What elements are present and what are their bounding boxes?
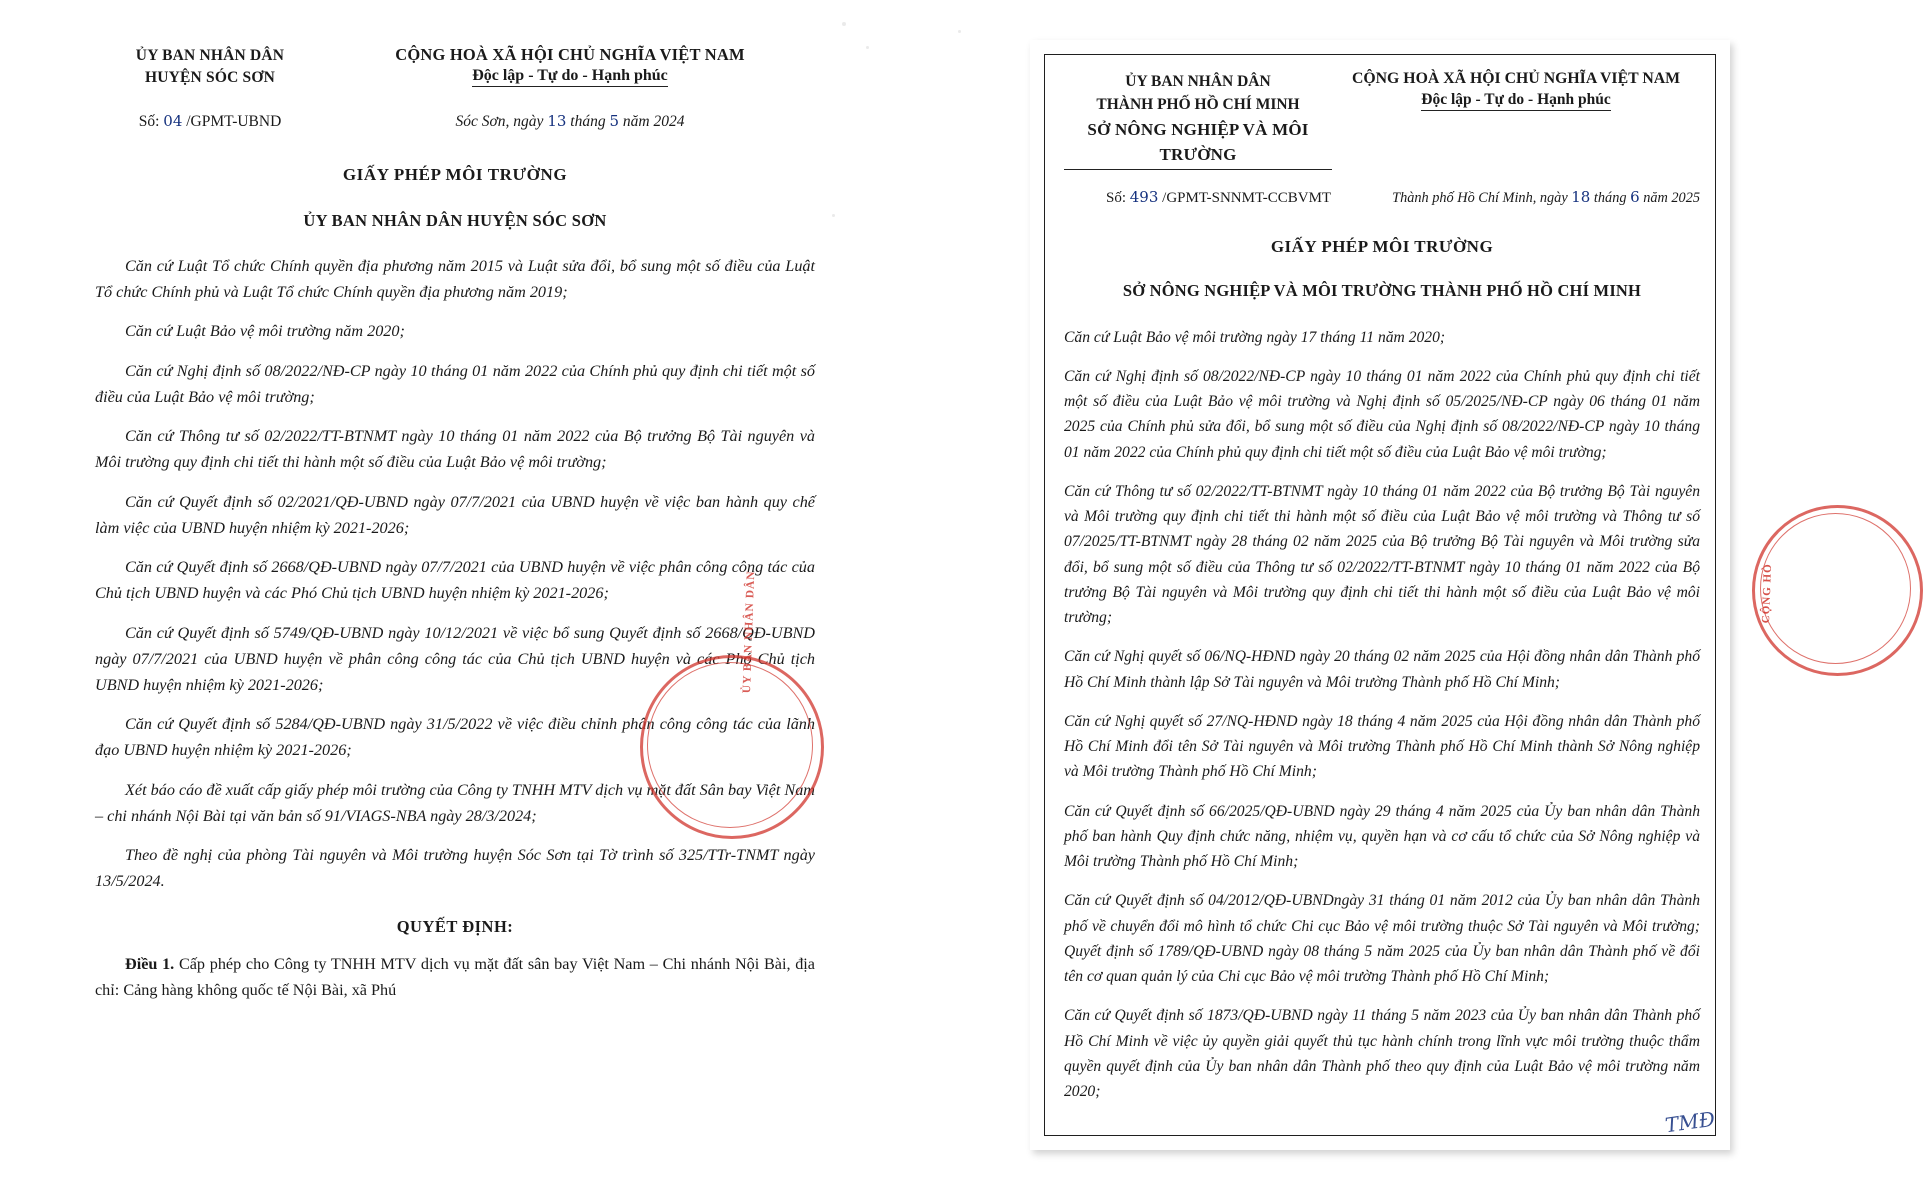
left-issuer-block [95,45,325,90]
left-paragraph: Căn cứ Quyết định số 2668/QĐ-UBND ngày 07/7/2021 của UBND huyện về việc phân công công tác của Chủ tịch UBND huyện và các Phó Chủ tịch UBND huyện nhiệm kỳ 2021-2026; [95,558,815,603]
left-date-month: 5 [609,111,620,130]
right-number-suffix: /GPMT-SNNMT-CCBVMT [1162,189,1332,206]
left-document-page [0,0,900,1186]
left-date-year: năm 2024 [622,112,685,130]
right-number-label: Số: [1106,189,1127,206]
left-number-value: 04 [163,111,183,130]
left-place-date-prefix: Sóc Sơn, ngày [455,112,544,130]
left-issuer-line-1: ỦY BAN NHÂN DÂN [135,47,285,64]
left-decision-heading: QUYẾT ĐỊNH: [396,916,514,936]
left-date-day: 13 [547,111,567,130]
right-issuer-block [1064,70,1332,170]
right-paragraph: Căn cứ Nghị quyết số 27/NQ-HĐND ngày 18 tháng 4 năm 2025 của Hội đồng nhân dân Thành phố Hồ Chí Minh đổi tên Sở Tài nguyên và Môi trường Thành phố Hồ Chí Minh thành Sở Nông nghiệp và Môi trường Thành phố Hồ Chí Minh; [1064,712,1700,781]
right-issuer-line-1: ỦY BAN NHÂN DÂN [1125,73,1271,90]
left-document-title: GIẤY PHÉP MÔI TRƯỜNG [342,164,568,184]
left-paragraph: Theo đề nghị của phòng Tài nguyên và Môi trường huyện Sóc Sơn tại Tờ trình số 325/TTr-TNMT ngày 13/5/2024. [95,846,815,891]
left-article-1-text: Cấp phép cho Công ty TNHH MTV dịch vụ mặt đất sân bay Việt Nam – Chi nhánh Nội Bài, địa chỉ: Cảng hàng không quốc tế Nội Bài, xã Phú [95,954,815,999]
left-paragraph: Căn cứ Luật Bảo vệ môi trường năm 2020; [125,322,405,341]
right-header-row [1064,70,1700,170]
left-document-subtitle: ỦY BAN NHÂN DÂN HUYỆN SÓC SƠN [303,210,607,230]
right-place-date [1392,188,1700,207]
scan-speckle [832,214,835,217]
left-document-content [95,45,815,1003]
right-document-title: GIẤY PHÉP MÔI TRƯỜNG [1270,236,1494,256]
left-paragraph: Căn cứ Nghị định số 08/2022/NĐ-CP ngày 10 tháng 01 năm 2022 của Chính phủ quy định chi tiết một số điều của Luật Bảo vệ môi trường; [95,361,815,406]
right-nation-motto: Độc lập - Tự do - Hạnh phúc [1421,91,1610,111]
right-document-page [1030,40,1730,1150]
left-number-suffix: /GPMT-UBND [186,112,282,130]
left-paragraph: Căn cứ Thông tư số 02/2022/TT-BTNMT ngày 10 tháng 01 năm 2022 của Bộ trưởng Bộ Tài nguyên và Môi trường quy định chi tiết thi hành một số điều của Luật Bảo vệ môi trường; [95,427,815,472]
right-paragraph: Căn cứ Quyết định số 1873/QĐ-UBND ngày 11 tháng 5 năm 2023 của Ủy ban nhân dân Thành phố Hồ Chí Minh về việc ủy quyền giải quyết thủ tục hành chính trong lĩnh vực môi trường thuộc thẩm quyền quyết định của Ủy ban nhân dân Thành phố theo quy định của Luật Bảo vệ môi trường năm 2020; [1064,1007,1700,1100]
right-issuer-line-2: THÀNH PHỐ HỒ CHÍ MINH [1096,96,1300,114]
left-article-1 [95,951,815,1003]
right-nation-block [1332,70,1700,111]
right-paragraph: Căn cứ Quyết định số 04/2012/QĐ-UBNDngày 31 tháng 01 năm 2012 của Ủy ban nhân dân Thành phố về chuyển đổi mô hình tổ chức Chi cục Bảo vệ môi trường thuộc Sở Tài nguyên và Môi trường; Quyết định số 1789/QĐ-UBND ngày 08 tháng 5 năm 2025 của Ủy ban nhân dân Thành phố về đổi tên cơ quan quản lý của Chi cục Bảo vệ môi trường Thành phố Hồ Chí Minh; [1064,892,1700,985]
seal-text: CỘNG HÒ [1760,563,1775,624]
right-paragraph: Căn cứ Thông tư số 02/2022/TT-BTNMT ngày 10 tháng 01 năm 2022 của Bộ trưởng Bộ Tài nguyên và Môi trường quy định chi tiết thi hành một số điều của Luật Bảo vệ môi trường và Thông tư số 07/2025/TT-BTNMT ngày 28 tháng 02 năm 2025 của Bộ trưởng Bộ Tài nguyên và Môi trường sửa đổi, bổ sung một số điều của Thông tư số 02/2022/TT-BTNMT ngày 10 tháng 01 năm 2022 của Bộ trưởng Bộ Tài nguyên và Môi trường quy định chi tiết thi hành một số điều của Luật Bảo vệ môi trường; [1064,482,1700,626]
signature-mark: TMĐ [1663,1106,1717,1138]
right-issuer-department: SỞ NÔNG NGHIỆP VÀ MÔI TRƯỜNG [1064,117,1332,170]
left-nation-title: CỘNG HOÀ XÃ HỘI CHỦ NGHĨA VIỆT NAM [395,45,745,64]
right-subheader-row [1064,188,1700,207]
seal-inner-ring [647,662,813,828]
left-paragraph: Căn cứ Quyết định số 02/2021/QĐ-UBND ngày 07/7/2021 của UBND huyện về việc ban hành quy chế làm việc của UBND huyện nhiệm kỳ 2021-2026; [95,492,815,537]
right-document-content [1064,70,1700,1104]
left-red-seal-icon [735,570,830,800]
left-paragraph: Căn cứ Quyết định số 5749/QĐ-UBND ngày 10/12/2021 về việc bổ sung Quyết định số 2668/QĐ-UBND ngày 07/7/2021 của UBND huyện về phân công công tác của Chủ tịch UBND huyện và các Phó Chủ tịch UBND huyện nhiệm kỳ 2021-2026; [95,623,815,694]
right-paragraph: Căn cứ Quyết định số 66/2025/QĐ-UBND ngày 29 tháng 4 năm 2025 của Ủy ban nhân dân Thành phố ban hành Quy định chức năng, nhiệm vụ, quyền hạn và cơ cấu tổ chức của Sở Nông nghiệp và Môi trường Thành phố Hồ Chí Minh; [1064,802,1700,870]
left-header-row [95,45,815,90]
left-nation-motto: Độc lập - Tự do - Hạnh phúc [472,67,668,87]
right-nation-title: CỘNG HOÀ XÃ HỘI CHỦ NGHĨA VIỆT NAM [1351,70,1681,87]
right-place-date-prefix: Thành phố Hồ Chí Minh, ngày [1392,189,1568,206]
left-paragraph: Xét báo cáo đề xuất cấp giấy phép môi trường của Công ty TNHH MTV dịch vụ mặt đất Sân bay Việt Nam – chi nhánh Nội Bài tại văn bản số 91/VIAGS-NBA ngày 28/3/2024; [95,780,815,825]
left-place-date [325,112,815,131]
left-date-month-label: tháng [570,112,606,130]
left-nation-block [325,45,815,87]
right-date-month: 6 [1630,187,1640,206]
right-paragraph: Căn cứ Nghị quyết số 06/NQ-HĐND ngày 20 tháng 02 năm 2025 của Hội đồng nhân dân Thành phố Hồ Chí Minh thành lập Sở Tài nguyên và Môi trường Thành phố Hồ Chí Minh; [1064,648,1700,691]
left-paragraph: Căn cứ Luật Tổ chức Chính quyền địa phương năm 2015 và Luật sửa đổi, bổ sung một số điều của Luật Tổ chức Chính phủ và Luật Tổ chức Chính quyền địa phương năm 2019; [95,256,815,302]
scan-speckle [958,30,961,33]
right-paragraph: Căn cứ Luật Bảo vệ môi trường ngày 17 tháng 11 năm 2020; [1064,328,1446,346]
right-paragraph: Căn cứ Nghị định số 08/2022/NĐ-CP ngày 10 tháng 01 năm 2022 của Chính phủ quy định chi tiết một số điều của Luật Bảo vệ môi trường và Nghị định số 05/2025/NĐ-CP ngày 06 tháng 01 năm 2025 của Chính phủ sửa đổi, bổ sung một số điều của Nghị định số 08/2022/NĐ-CP ngày 10 tháng 01 năm 2022 của Chính phủ quy định chi tiết một số điều của Luật Bảo vệ môi trường; [1064,367,1700,461]
left-number-label: Số: [138,112,160,130]
right-date-month-label: tháng [1593,189,1627,206]
right-red-seal-icon [1752,505,1798,655]
left-document-number [95,112,325,131]
right-document-subtitle: SỞ NÔNG NGHIỆP VÀ MÔI TRƯỜNG THÀNH PHỐ HỒ CHÍ MINH [1122,280,1642,300]
seal-inner-ring [1760,513,1911,664]
left-subheader-row [95,112,815,131]
right-number-value: 493 [1129,187,1159,206]
scan-speckle [866,46,869,49]
left-issuer-line-2: HUYỆN SÓC SƠN [144,69,276,87]
scan-speckle [842,22,846,26]
right-date-day: 18 [1571,187,1591,206]
right-date-year: năm 2025 [1643,189,1700,206]
left-paragraph: Căn cứ Quyết định số 5284/QĐ-UBND ngày 31/5/2022 về việc điều chỉnh phân công công tác của lãnh đạo UBND huyện nhiệm kỳ 2021-2026; [95,715,815,760]
left-article-1-label: Điều 1. [125,954,175,973]
seal-text: ỦY BAN NHÂN DÂN [741,570,758,694]
right-document-number [1064,188,1392,207]
